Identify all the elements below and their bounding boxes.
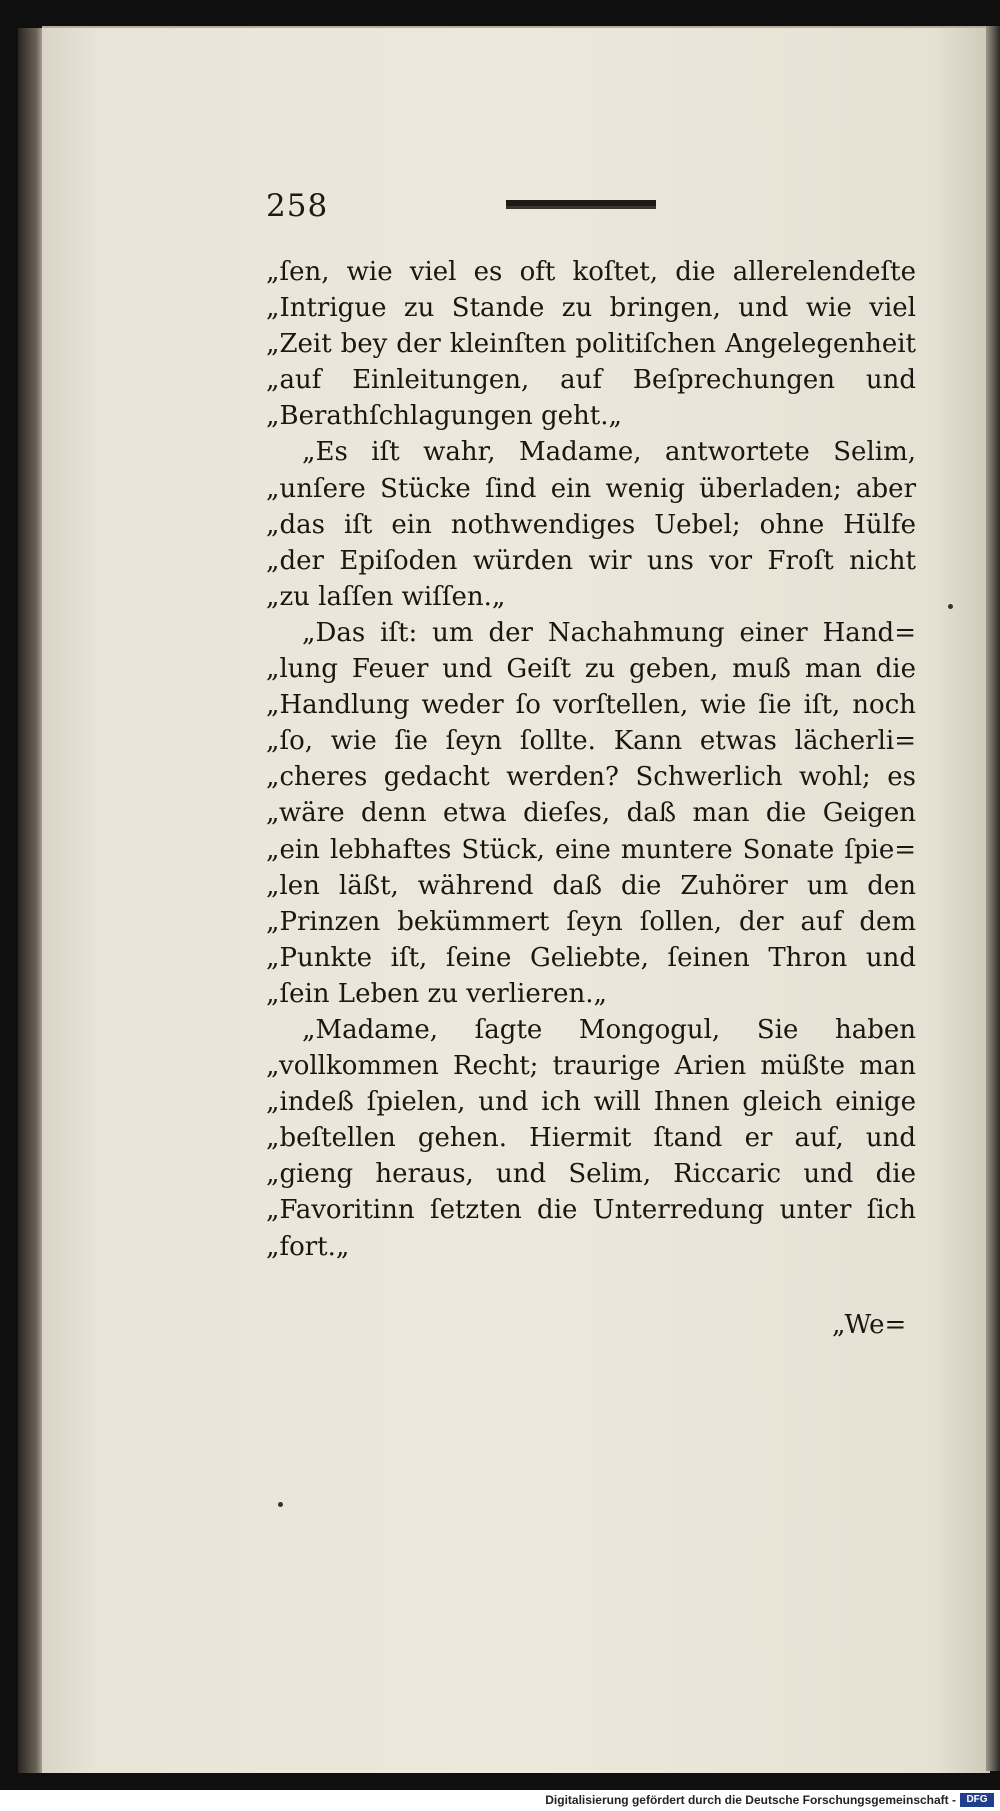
ink-speck (278, 1502, 283, 1507)
text-line: „Madame, ſagte Mongogul, Sie haben (302, 1014, 916, 1045)
text-line: „ein lebhaftes Stück, eine muntere Sonate ſpie= (266, 834, 916, 865)
text-line: „Favoritinn ſetzten die Unterredung unter ſich (266, 1195, 916, 1226)
text-line: „fort.„ (266, 1231, 350, 1262)
text-line: „beſtellen gehen. Hiermit ſtand er auf, und (266, 1123, 916, 1154)
text-line: „ſo, wie ſie ſeyn ſollte. Kann etwas lächerli= (266, 726, 916, 757)
text-line: „auf Einleitungen, auf Beſprechungen und (266, 365, 916, 396)
footer-credit: Digitalisierung gefördert durch die Deutsche Forschungsgemeinschaft - (545, 1793, 956, 1807)
text-line: „cheres gedacht werden? Schwerlich wohl; es (266, 762, 916, 793)
text-line: „der Epiſoden würden wir uns vor Froſt nicht (266, 545, 916, 576)
dfg-logo: DFG (960, 1793, 994, 1807)
text-line: „zu laſſen wiſſen.„ (266, 581, 506, 612)
text-line: „indeß ſpielen, und ich will Ihnen gleich einige (266, 1087, 916, 1118)
text-line: „Berathſchlagungen geht.„ (266, 401, 622, 432)
page-header (266, 188, 926, 238)
text-line: „unſere Stücke ſind ein wenig überladen; aber (266, 473, 916, 504)
text-line: „Prinzen bekümmert ſeyn ſollen, der auf dem (266, 906, 916, 937)
header-rule (506, 200, 656, 209)
page-edge-right (986, 26, 1000, 1771)
text-line: „ſen, wie viel es oft koſtet, die allerelendeſte (266, 257, 916, 287)
page-number: 258 (266, 188, 329, 224)
text-line: „Das iſt: um der Nachahmung einer Hand= (302, 617, 916, 648)
text-line: „gieng heraus, und Selim, Riccaric und die (266, 1159, 916, 1190)
catchword: „We= (832, 1310, 907, 1340)
body-text (266, 254, 916, 1265)
text-line: „ſein Leben zu verlieren.„ (266, 978, 608, 1009)
text-line: „wäre denn etwa dieſes, daß man die Geigen (266, 798, 916, 829)
ink-speck (948, 604, 953, 609)
footer-bar (0, 1790, 1000, 1811)
text-line: „Zeit bey der kleinſten politiſchen Angelegenheit (266, 329, 916, 360)
text-line: „Intrigue zu Stande zu bringen, und wie viel (266, 293, 916, 324)
text-line: „Punkte iſt, ſeine Geliebte, ſeinen Thron und (266, 942, 916, 973)
text-line: „len läßt, während daß die Zuhörer um den (266, 870, 916, 901)
text-line: „vollkommen Recht; traurige Arien müßte man (266, 1051, 916, 1082)
text-line: „Es iſt wahr, Madame, antwortete Selim, (302, 437, 916, 468)
page-edge-left (18, 28, 44, 1773)
text-line: „Handlung weder ſo vorſtellen, wie ſie iſt, noch (266, 690, 916, 721)
text-line: „lung Feuer und Geiſt zu geben, muß man die (266, 654, 916, 685)
text-line: „das iſt ein nothwendiges Uebel; ohne Hülfe (266, 509, 916, 540)
